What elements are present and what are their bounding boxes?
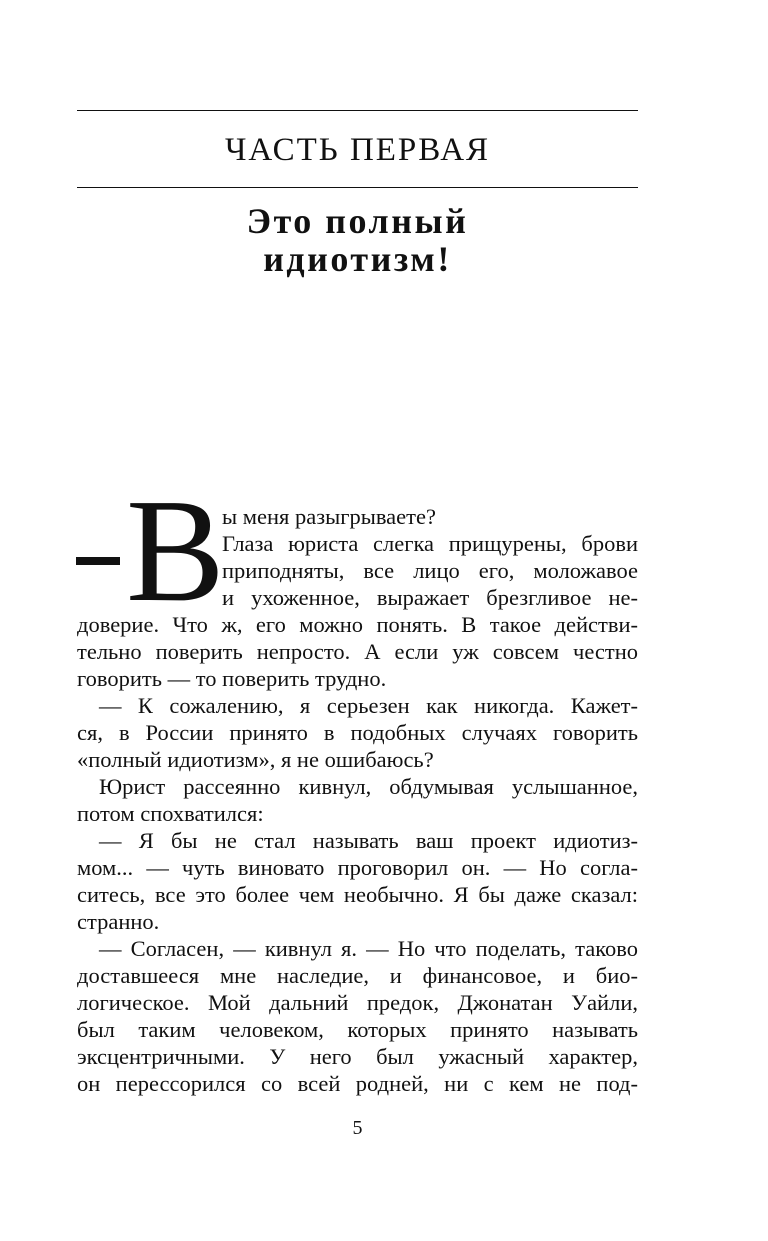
text-line: он перессорился со всей родней, ни с кем не под- <box>77 1071 638 1096</box>
text-line: ы меня разыгрываете? <box>222 504 436 529</box>
text-line: — К сожалению, я серьезен как никогда. Кажет- <box>99 693 638 718</box>
text-line: доставшееся мне наследие, и финансовое, и био- <box>77 963 638 988</box>
text-line: доверие. Что ж, его можно понять. В такое действи- <box>77 612 638 637</box>
text-line: приподняты, все лицо его, моложавое <box>222 558 638 583</box>
part-title: ЧАСТЬ ПЕРВАЯ <box>224 132 491 168</box>
chapter-title-line: Это полный <box>246 201 469 241</box>
text-line: потом спохватился: <box>77 801 264 826</box>
text-line: и ухоженное, выражает брезгливое не- <box>222 585 638 610</box>
text-line: ся, в России принято в подобных случаях говорить <box>77 720 638 745</box>
drop-cap-letter: В <box>126 469 225 633</box>
drop-cap <box>76 469 225 633</box>
text-line: — Я бы не стал называть ваш проект идиотиз- <box>99 828 638 853</box>
page-number: 5 <box>352 1117 363 1139</box>
chapter-title-line: идиотизм! <box>263 239 452 279</box>
text-line: мом... — чуть виновато проговорил он. — Но согла- <box>77 855 638 880</box>
text-line: странно. <box>77 909 160 934</box>
text-line: логическое. Мой дальний предок, Джонатан Уайли, <box>77 990 638 1015</box>
text-line: говорить — то поверить трудно. <box>77 666 387 691</box>
text-line: — Согласен, — кивнул я. — Но что поделать, таково <box>99 936 638 961</box>
text-line: ситесь, все это более чем необычно. Я бы даже сказал: <box>77 882 638 907</box>
drop-cap-dash <box>76 557 120 565</box>
bottom-rule <box>77 187 638 188</box>
chapter-title <box>77 202 638 278</box>
text-line: тельно поверить непросто. А если уж совсем честно <box>77 639 638 664</box>
text-line: Глаза юриста слегка прищурены, брови <box>222 531 638 556</box>
text-line: был таким человеком, которых принято называть <box>77 1017 638 1042</box>
text-line: «полный идиотизм», я не ошибаюсь? <box>77 747 434 772</box>
top-rule <box>77 110 638 111</box>
text-line: эксцентричными. У него был ужасный характер, <box>77 1044 638 1069</box>
text-line: Юрист рассеянно кивнул, обдумывая услышанное, <box>99 774 638 799</box>
